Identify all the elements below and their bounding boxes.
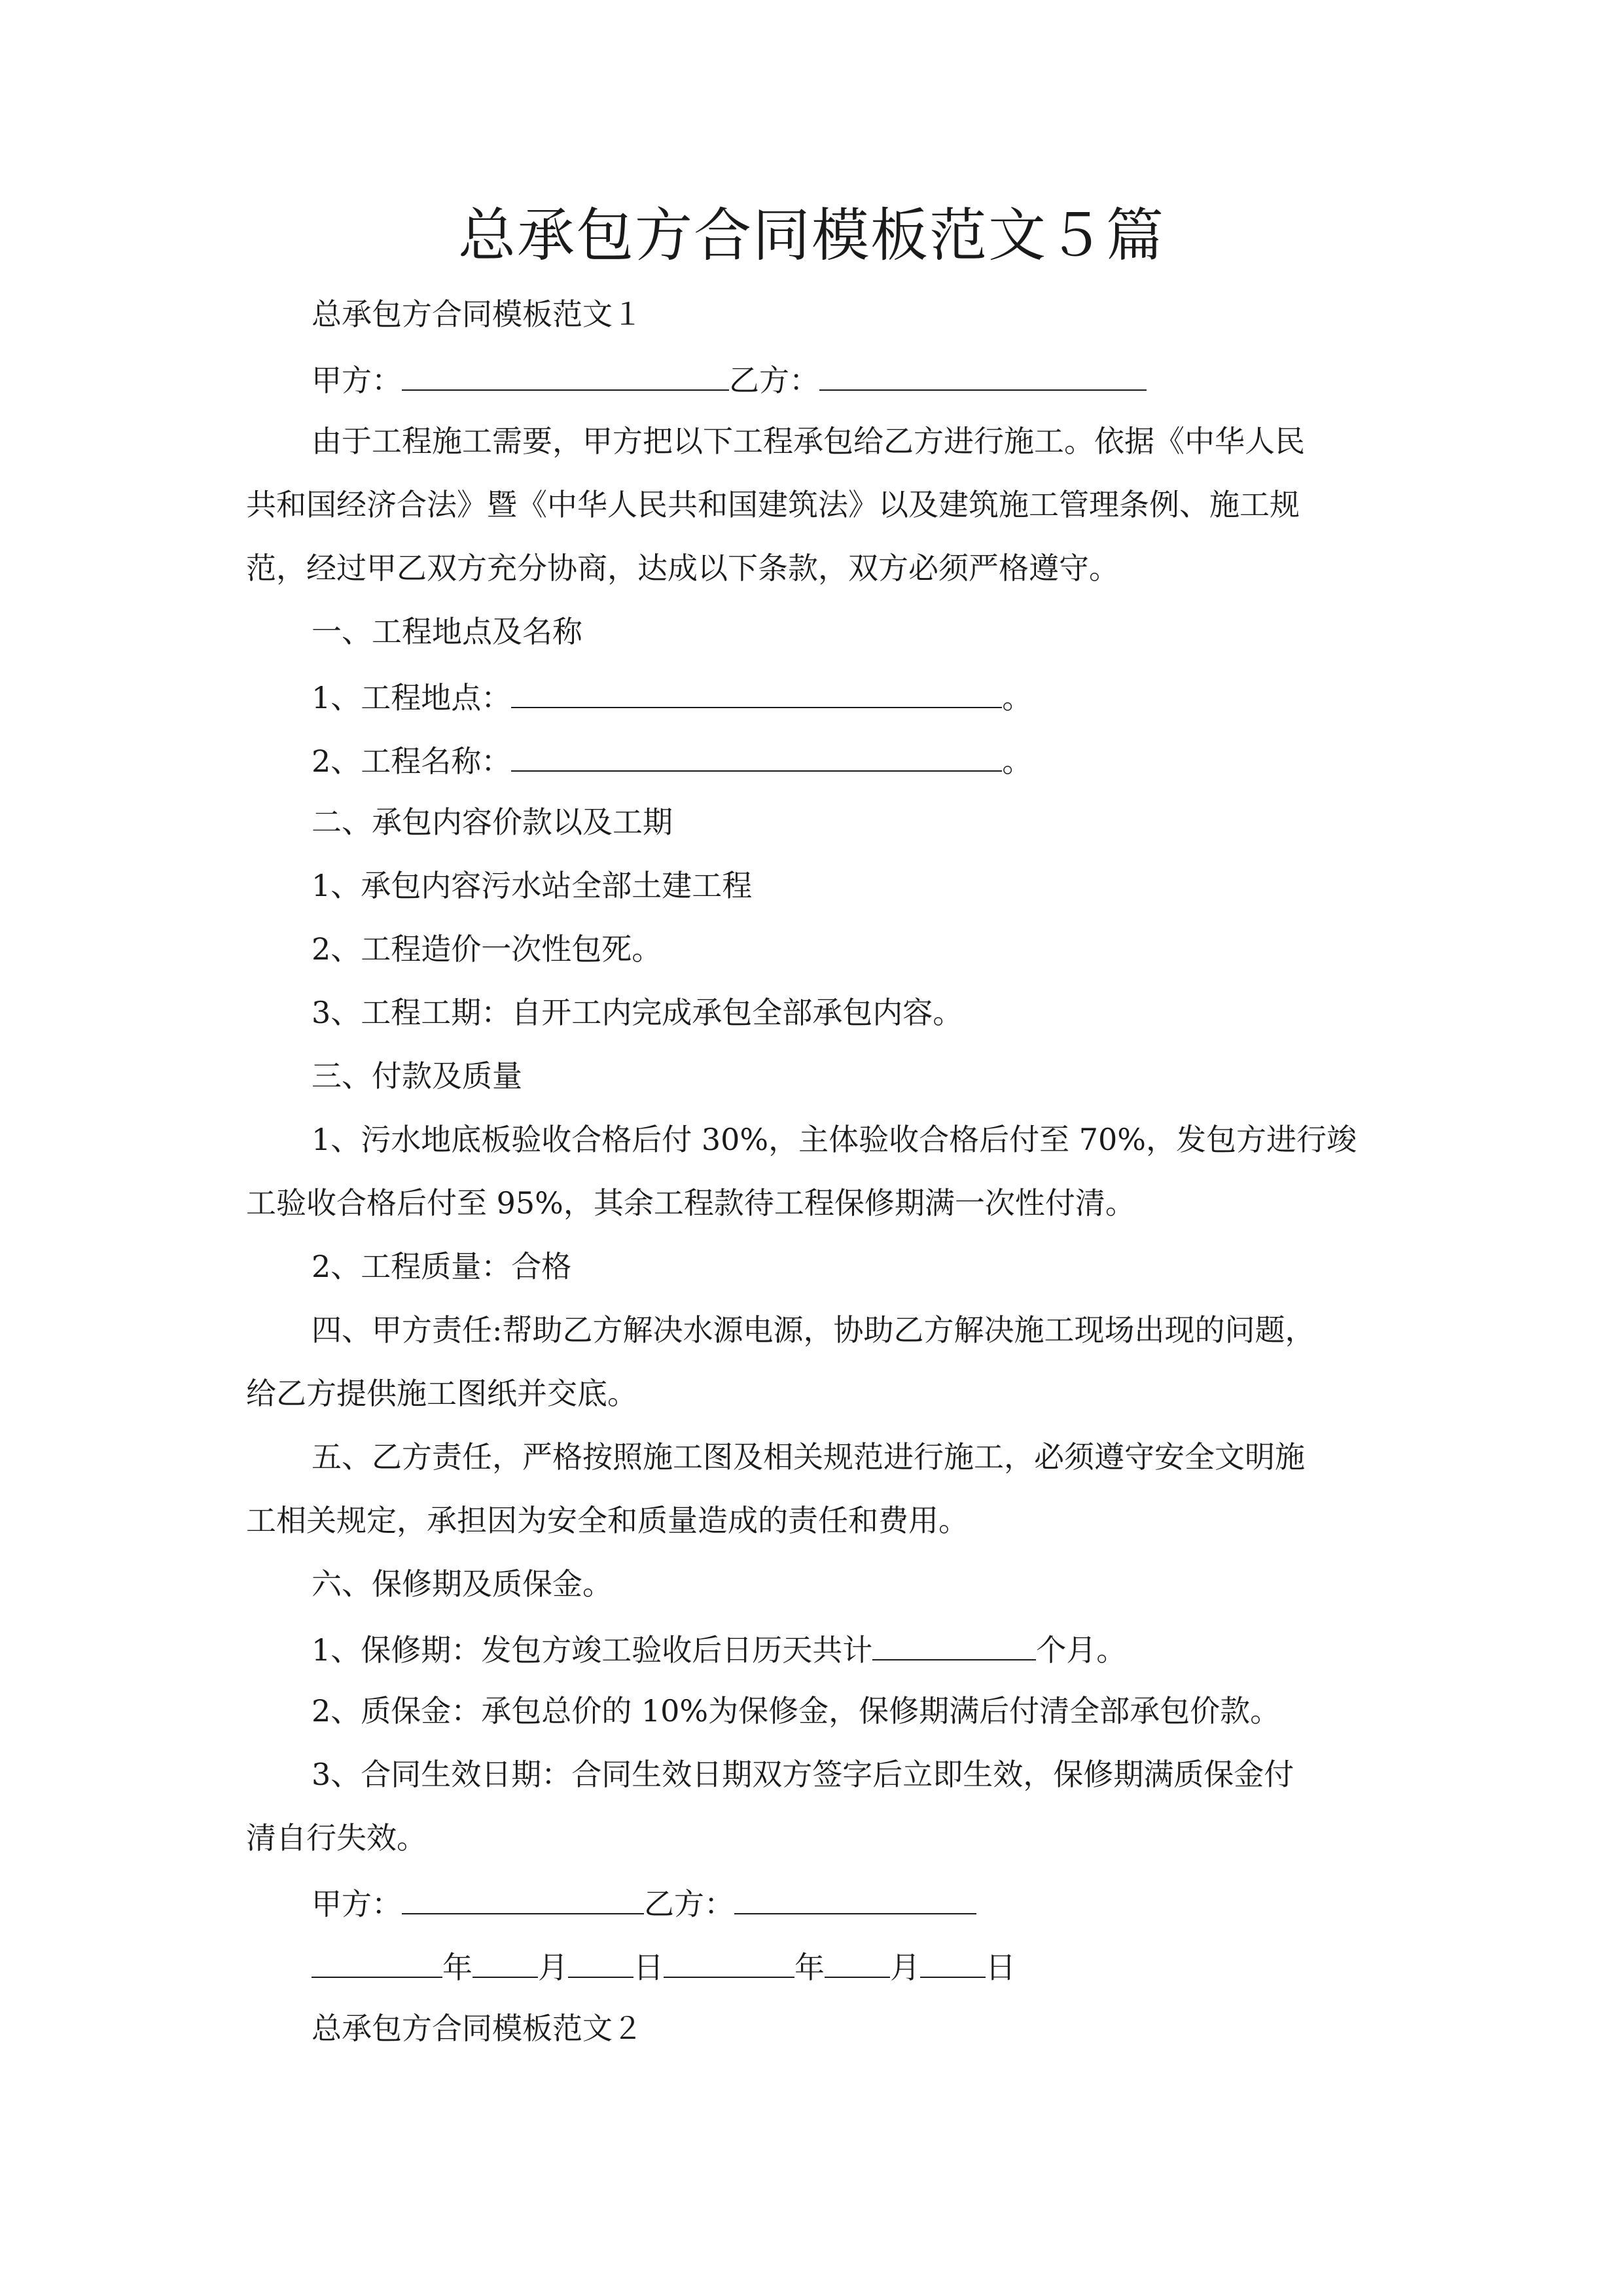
- date-line: [312, 1945, 1016, 1987]
- location-period: 。: [1002, 680, 1033, 715]
- year-blank-b: [664, 1945, 794, 1978]
- section-heading-1: 总承包方合同模板范文１: [312, 296, 643, 332]
- party-b-signature-blank: [734, 1882, 976, 1914]
- party-a-signature-blank: [402, 1882, 644, 1914]
- warranty-period-line: [312, 1628, 1126, 1670]
- section-3-item-1-line-2: 工验收合格后付至 95%，其余工程款待工程保修期满一次性付清。: [246, 1185, 1135, 1221]
- day-blank-b: [920, 1945, 986, 1978]
- intro-line-2: 共和国经济合法》暨《中华人民共和国建筑法》以及建筑施工管理条例、施工规: [246, 487, 1300, 522]
- project-name-blank: [511, 739, 1002, 772]
- section-2-item-3: 3、工程工期：自开工内完成承包全部承包内容。: [312, 995, 963, 1030]
- warranty-period-label: 1、保修期：发包方竣工验收后日历天共计: [312, 1632, 873, 1668]
- intro-line-3: 范，经过甲乙双方充分协商，达成以下条款，双方必须严格遵守。: [246, 550, 1119, 586]
- section-5-line-2: 工相关规定，承担因为安全和质量造成的责任和费用。: [246, 1503, 969, 1538]
- party-a-label: 甲方：: [312, 363, 402, 398]
- project-name-label: 2、工程名称：: [312, 744, 512, 779]
- intro-line-1: 由于工程施工需要，甲方把以下工程承包给乙方进行施工。依据《中华人民: [312, 423, 1305, 459]
- location-blank: [511, 675, 1002, 708]
- section-2-item-2: 2、工程造价一次性包死。: [312, 931, 662, 967]
- section-4-line-1: 四、甲方责任:帮助乙方解决水源电源，协助乙方解决施工现场出现的问题，: [312, 1312, 1315, 1348]
- effective-date-line-1: 3、合同生效日期：合同生效日期双方签字后立即生效，保修期满质保金付: [312, 1757, 1294, 1792]
- warranty-months-blank: [872, 1628, 1036, 1660]
- document-title: 总承包方合同模板范文５篇: [457, 202, 1165, 269]
- month-label-a: 月: [538, 1950, 568, 1985]
- party-b-label-bottom: 乙方：: [644, 1886, 734, 1922]
- project-name-line: [312, 739, 1032, 781]
- day-blank-a: [568, 1945, 633, 1978]
- warranty-period-unit: 个月。: [1036, 1632, 1127, 1668]
- section-heading-2: 总承包方合同模板范文２: [312, 2011, 643, 2046]
- year-label-b: 年: [794, 1950, 825, 1985]
- day-label-b: 日: [986, 1950, 1016, 1985]
- party-line-top: [312, 358, 1147, 400]
- section-3-item-2: 2、工程质量：合格: [312, 1249, 572, 1284]
- year-blank-a: [312, 1945, 442, 1978]
- year-label-a: 年: [442, 1950, 473, 1985]
- party-line-bottom: [312, 1882, 976, 1924]
- party-b-blank: [819, 358, 1147, 391]
- section-1-title: 一、工程地点及名称: [312, 614, 582, 649]
- month-label-b: 月: [890, 1950, 920, 1985]
- section-3-item-1-line-1: 1、污水地底板验收合格后付 30%，主体验收合格后付至 70%，发包方进行竣: [312, 1122, 1357, 1157]
- section-3-title: 三、付款及质量: [312, 1058, 522, 1094]
- effective-date-line-2: 清自行失效。: [246, 1820, 427, 1856]
- project-name-period: 。: [1002, 744, 1033, 779]
- retention-money-line: 2、质保金：承包总价的 10%为保修金，保修期满后付清全部承包价款。: [312, 1693, 1281, 1729]
- party-a-blank: [402, 358, 729, 391]
- section-6-title: 六、保修期及质保金。: [312, 1566, 613, 1602]
- section-2-title: 二、承包内容价款以及工期: [312, 804, 673, 840]
- location-label: 1、工程地点：: [312, 680, 512, 715]
- location-line: [312, 675, 1032, 717]
- section-5-line-1: 五、乙方责任，严格按照施工图及相关规范进行施工，必须遵守安全文明施: [312, 1439, 1305, 1475]
- party-a-label-bottom: 甲方：: [312, 1886, 402, 1922]
- party-b-label: 乙方：: [729, 363, 819, 398]
- month-blank-b: [825, 1945, 890, 1978]
- section-4-line-2: 给乙方提供施工图纸并交底。: [246, 1376, 637, 1411]
- section-2-item-1: 1、承包内容污水站全部土建工程: [312, 868, 753, 903]
- month-blank-a: [473, 1945, 538, 1978]
- day-label-a: 日: [633, 1950, 664, 1985]
